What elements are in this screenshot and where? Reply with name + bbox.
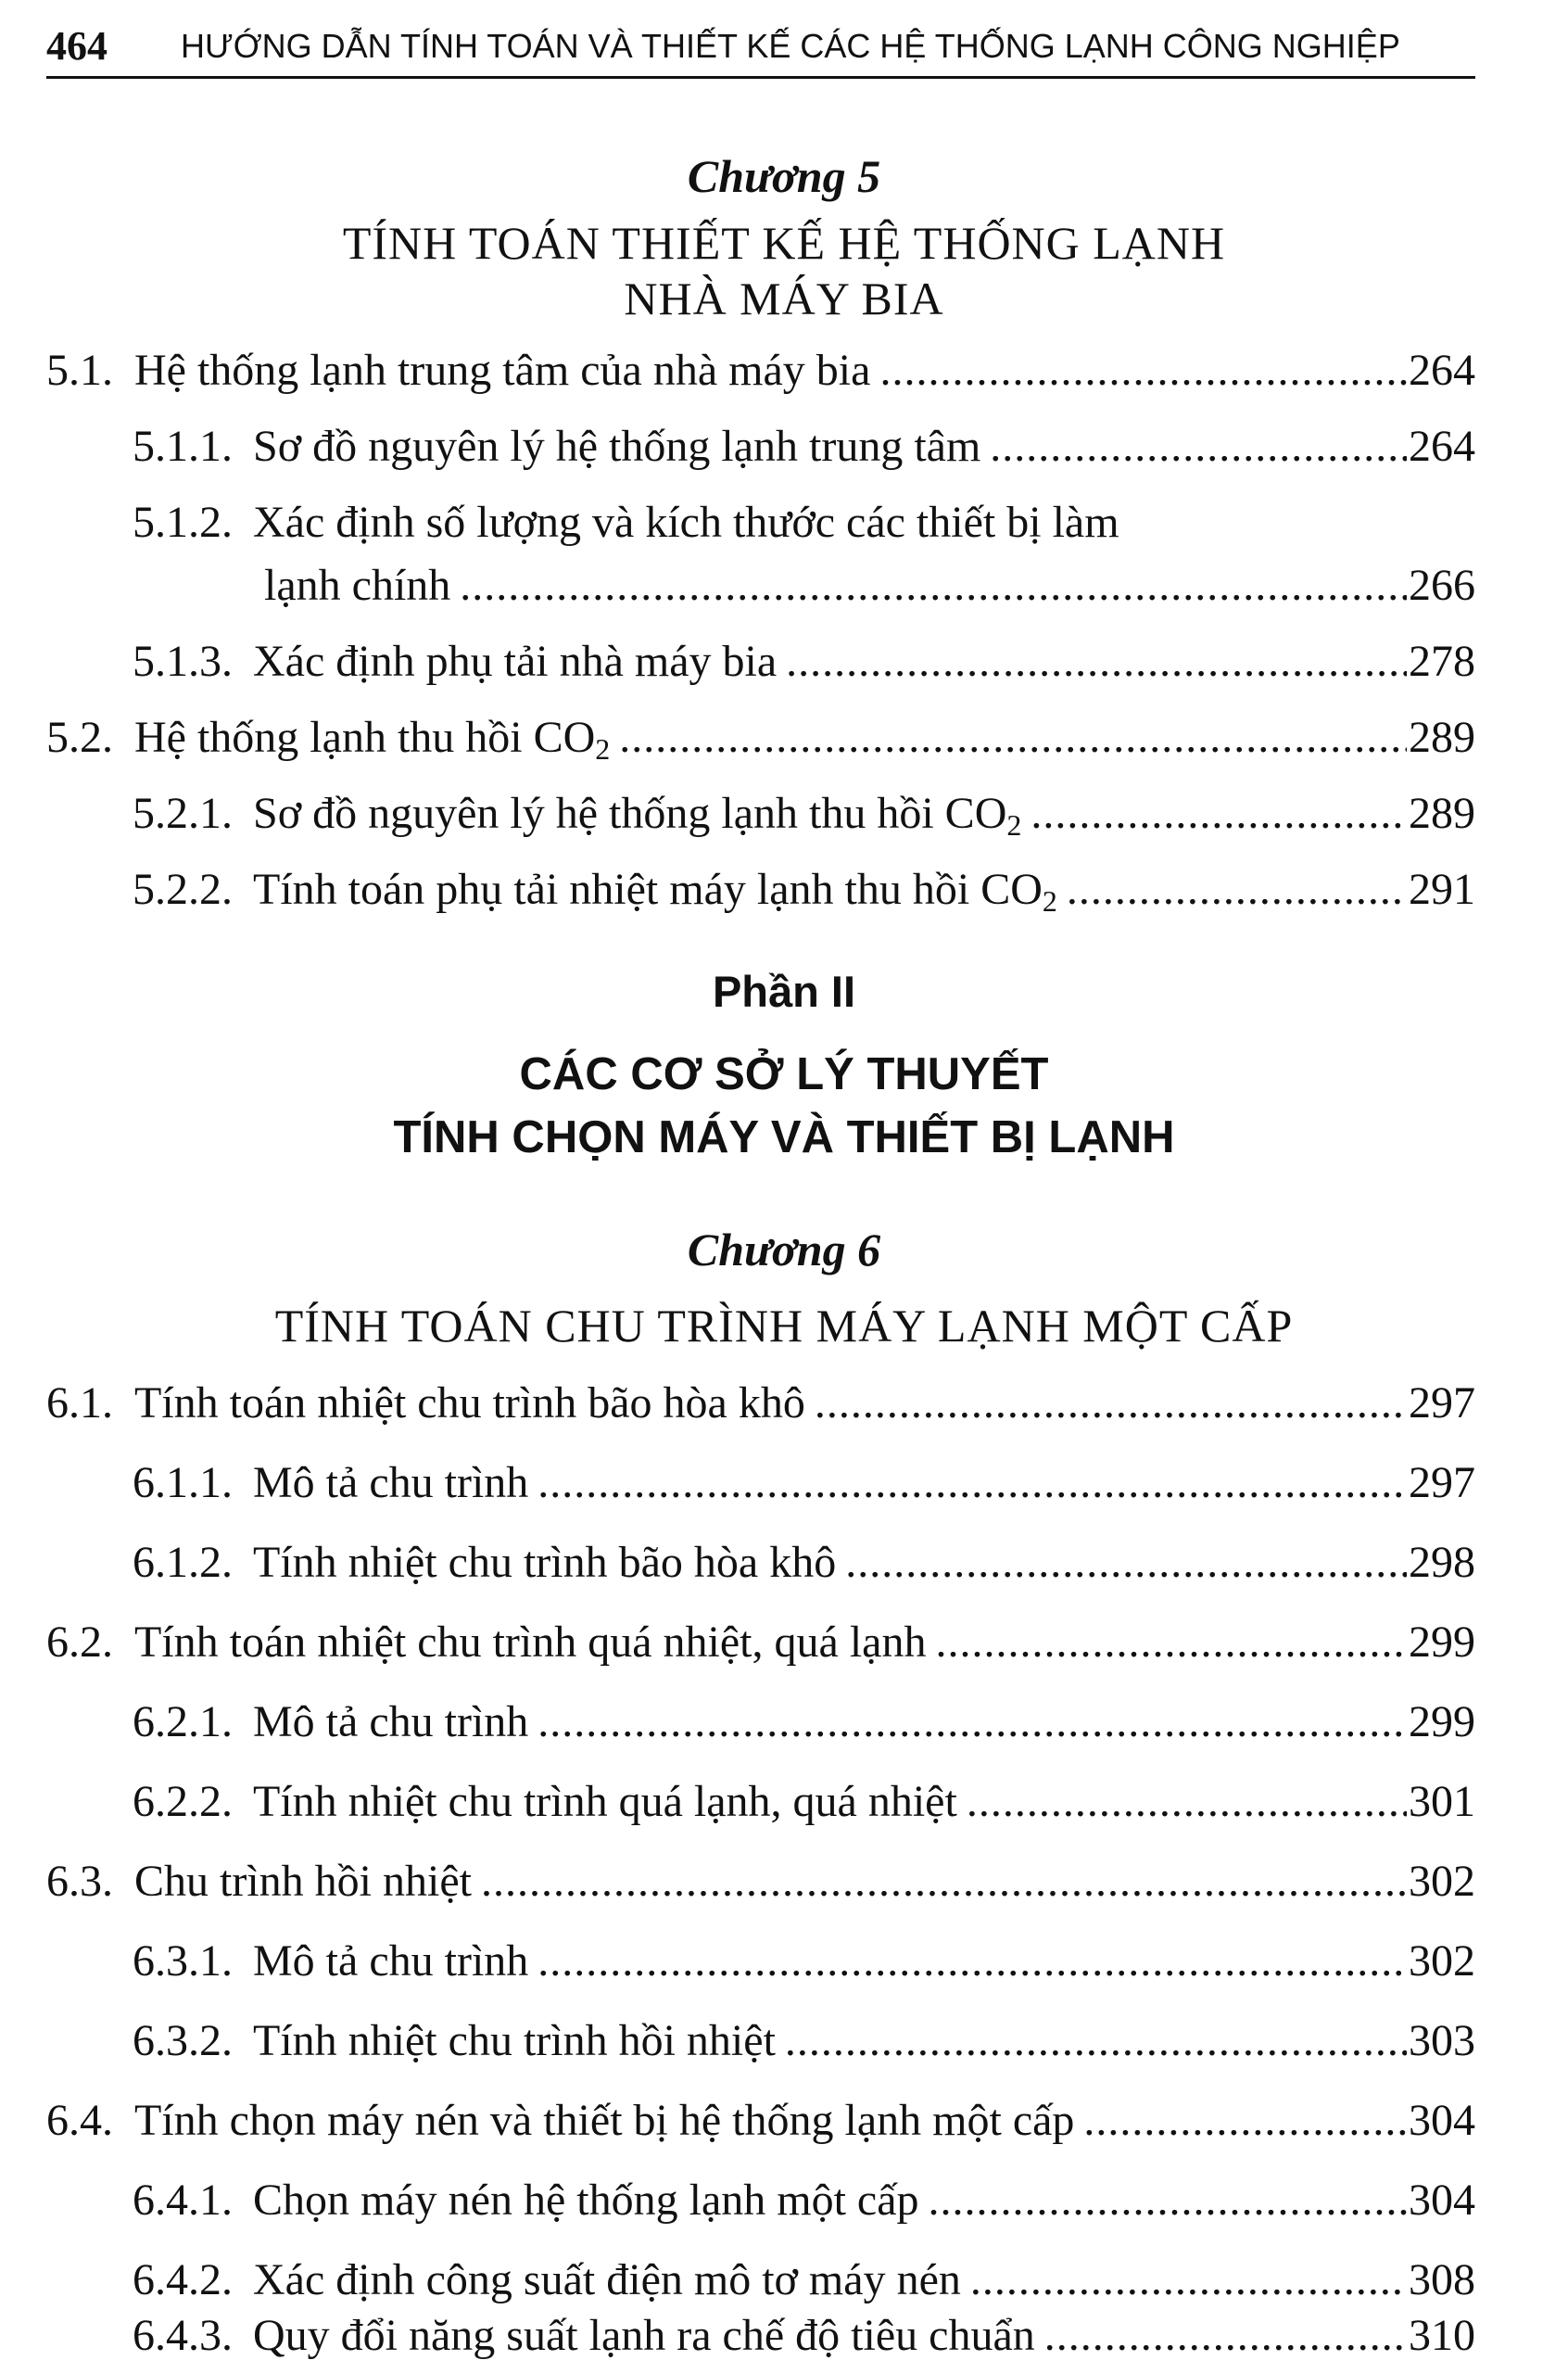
toc-number: 6.4.	[46, 2096, 113, 2145]
toc-leader	[537, 1932, 1407, 1991]
toc-title: Hệ thống lạnh trung tâm của nhà máy bia	[134, 346, 871, 395]
toc-number: 6.3.1.	[133, 1936, 233, 1986]
page-header	[46, 20, 1475, 79]
toc-entry-6-2-1[interactable]	[133, 1693, 1475, 1752]
toc-entry-6-1-2[interactable]	[133, 1533, 1475, 1593]
toc-title: Tính chọn máy nén và thiết bị hệ thống lạnh một cấp	[134, 2096, 1075, 2145]
toc-entry-6-3[interactable]	[46, 1852, 1475, 1911]
toc-leader	[1067, 860, 1407, 920]
toc-number: 5.2.2.	[133, 865, 233, 914]
toc-title: Mô tả chu trình	[253, 1458, 529, 1507]
page-number: 464	[46, 23, 107, 69]
toc-entry-6-3-1[interactable]	[133, 1932, 1475, 1991]
toc-number: 5.1.1.	[133, 422, 233, 471]
chapter-5-title-line2: NHÀ MÁY BIA	[624, 273, 944, 324]
toc-title: Xác định phụ tải nhà máy bia	[253, 637, 778, 686]
toc-page: 278	[1409, 637, 1475, 686]
toc-number: 6.4.3.	[133, 2311, 233, 2360]
toc-leader	[619, 708, 1407, 768]
toc-title: Sơ đồ nguyên lý hệ thống lạnh thu hồi $CO_2$	[253, 789, 1022, 842]
toc-leader	[845, 1533, 1407, 1593]
toc-leader	[537, 1693, 1407, 1752]
toc-page: 264	[1409, 346, 1475, 395]
toc-entry-6-1[interactable]	[46, 1374, 1475, 1433]
toc-leader	[879, 341, 1407, 400]
toc-leader	[967, 1772, 1407, 1832]
toc-leader	[990, 417, 1407, 476]
toc-entry-6-4[interactable]	[46, 2091, 1475, 2151]
toc-page: 302	[1409, 1936, 1475, 1986]
toc-leader	[786, 632, 1407, 692]
toc-page: 308	[1409, 2255, 1475, 2304]
toc-title: Tính nhiệt chu trình hồi nhiệt	[253, 2016, 776, 2065]
toc-title: Hệ thống lạnh thu hồi $CO_2$	[134, 713, 611, 766]
toc-leader	[1031, 784, 1407, 844]
toc-number: 5.1.3.	[133, 637, 233, 686]
toc-page: 289	[1409, 789, 1475, 838]
toc-page: 299	[1409, 1618, 1475, 1667]
toc-title: Tính toán phụ tải nhiệt máy lạnh thu hồi $CO_2$	[253, 865, 1057, 918]
toc-page: 289	[1409, 713, 1475, 762]
toc-number: 6.3.2.	[133, 2016, 233, 2065]
toc-number: 5.2.1.	[133, 789, 233, 838]
toc-page: 297	[1409, 1458, 1475, 1507]
toc-entry-6-3-2[interactable]	[133, 2011, 1475, 2071]
toc-entry-5-1-2-line1[interactable]	[133, 493, 1119, 552]
toc-entry-6-4-3[interactable]	[133, 2306, 1475, 2366]
toc-title: Mô tả chu trình	[253, 1697, 529, 1746]
toc-entry-5-1-1[interactable]	[133, 417, 1475, 476]
toc-page: 304	[1409, 2096, 1475, 2145]
toc-entry-5-2-1[interactable]	[133, 784, 1475, 844]
toc-number: 6.1.1.	[133, 1458, 233, 1507]
toc-leader	[970, 2251, 1407, 2310]
toc-leader	[1083, 2091, 1407, 2151]
toc-page: 304	[1409, 2176, 1475, 2225]
chapter-6-label: Chương 6	[687, 1224, 881, 1275]
toc-page: 264	[1409, 422, 1475, 471]
toc-number: 6.4.1.	[133, 2176, 233, 2225]
toc-leader	[460, 556, 1407, 615]
toc-entry-5-2[interactable]	[46, 708, 1475, 768]
toc-page: 291	[1409, 865, 1475, 914]
toc-entry-5-2-2[interactable]	[133, 860, 1475, 920]
toc-page: 302	[1409, 1857, 1475, 1906]
toc-entry-5-1-3[interactable]	[133, 632, 1475, 692]
toc-leader	[481, 1852, 1407, 1911]
toc-entry-6-2-2[interactable]	[133, 1772, 1475, 1832]
toc-title: Tính nhiệt chu trình quá lạnh, quá nhiệt	[253, 1777, 957, 1826]
toc-leader	[785, 2011, 1407, 2071]
toc-title: Tính nhiệt chu trình bão hòa khô	[253, 1538, 837, 1587]
toc-leader	[815, 1374, 1407, 1433]
toc-number: 6.1.	[46, 1378, 113, 1428]
chapter-5-title-line1: TÍNH TOÁN THIẾT KẾ HỆ THỐNG LẠNH	[342, 217, 1226, 269]
running-title: HƯỚNG DẪN TÍNH TOÁN VÀ THIẾT KẾ CÁC HỆ THỐNG LẠNH CÔNG NGHIỆP	[181, 27, 1400, 65]
toc-title: Tính toán nhiệt chu trình bão hòa khô	[134, 1378, 805, 1428]
toc-leader	[935, 1613, 1407, 1672]
toc-number: 5.1.2.	[133, 498, 233, 547]
toc-entry-6-4-1[interactable]	[133, 2171, 1475, 2230]
toc-entry-5-1-2-line2[interactable]	[264, 556, 1475, 615]
part-2-title-line1: CÁC CƠ SỞ LÝ THUYẾT	[519, 1049, 1049, 1099]
toc-number: 6.4.2.	[133, 2255, 233, 2304]
toc-entry-5-1[interactable]	[46, 341, 1475, 400]
subscript: 2	[595, 732, 611, 766]
toc-leader	[537, 1453, 1407, 1513]
toc-page: 297	[1409, 1378, 1475, 1428]
toc-title: Xác định công suất điện mô tơ máy nén	[253, 2255, 961, 2304]
toc-number: 5.1.	[46, 346, 113, 395]
toc-title: Chu trình hồi nhiệt	[134, 1857, 472, 1906]
toc-title: Tính toán nhiệt chu trình quá nhiệt, quá lạnh	[134, 1618, 927, 1667]
toc-title: Xác định số lượng và kích thước các thiết bị làm	[253, 498, 1119, 547]
chapter-6-title: TÍNH TOÁN CHU TRÌNH MÁY LẠNH MỘT CẤP	[274, 1300, 1294, 1351]
toc-entry-6-1-1[interactable]	[133, 1453, 1475, 1513]
toc-number: 6.1.2.	[133, 1538, 233, 1587]
part-2-label: Phần II	[712, 967, 856, 1016]
toc-number: 6.2.1.	[133, 1697, 233, 1746]
toc-page: 266	[1409, 561, 1475, 610]
chapter-5-label: Chương 5	[687, 150, 881, 202]
toc-title: Chọn máy nén hệ thống lạnh một cấp	[253, 2176, 919, 2225]
toc-leader	[1044, 2306, 1407, 2366]
toc-title: Mô tả chu trình	[253, 1936, 529, 1986]
toc-leader	[929, 2171, 1407, 2230]
subscript: 2	[1042, 884, 1057, 918]
toc-page: 310	[1409, 2311, 1475, 2360]
toc-entry-6-2[interactable]	[46, 1613, 1475, 1672]
toc-page: 301	[1409, 1777, 1475, 1826]
toc-number: 5.2.	[46, 713, 113, 762]
toc-number: 6.2.2.	[133, 1777, 233, 1826]
toc-number: 6.3.	[46, 1857, 113, 1906]
toc-page: 298	[1409, 1538, 1475, 1587]
toc-page: 303	[1409, 2016, 1475, 2065]
toc-title-continuation: lạnh chính	[264, 561, 451, 610]
toc-title: Sơ đồ nguyên lý hệ thống lạnh trung tâm	[253, 422, 981, 471]
toc-entry-6-4-2[interactable]	[133, 2251, 1475, 2310]
toc-number: 6.2.	[46, 1618, 113, 1667]
part-2-title-line2: TÍNH CHỌN MÁY VÀ THIẾT BỊ LẠNH	[393, 1112, 1175, 1162]
toc-title: Quy đổi năng suất lạnh ra chế độ tiêu chuẩn	[253, 2311, 1035, 2360]
toc-page: 299	[1409, 1697, 1475, 1746]
subscript: 2	[1006, 808, 1022, 842]
